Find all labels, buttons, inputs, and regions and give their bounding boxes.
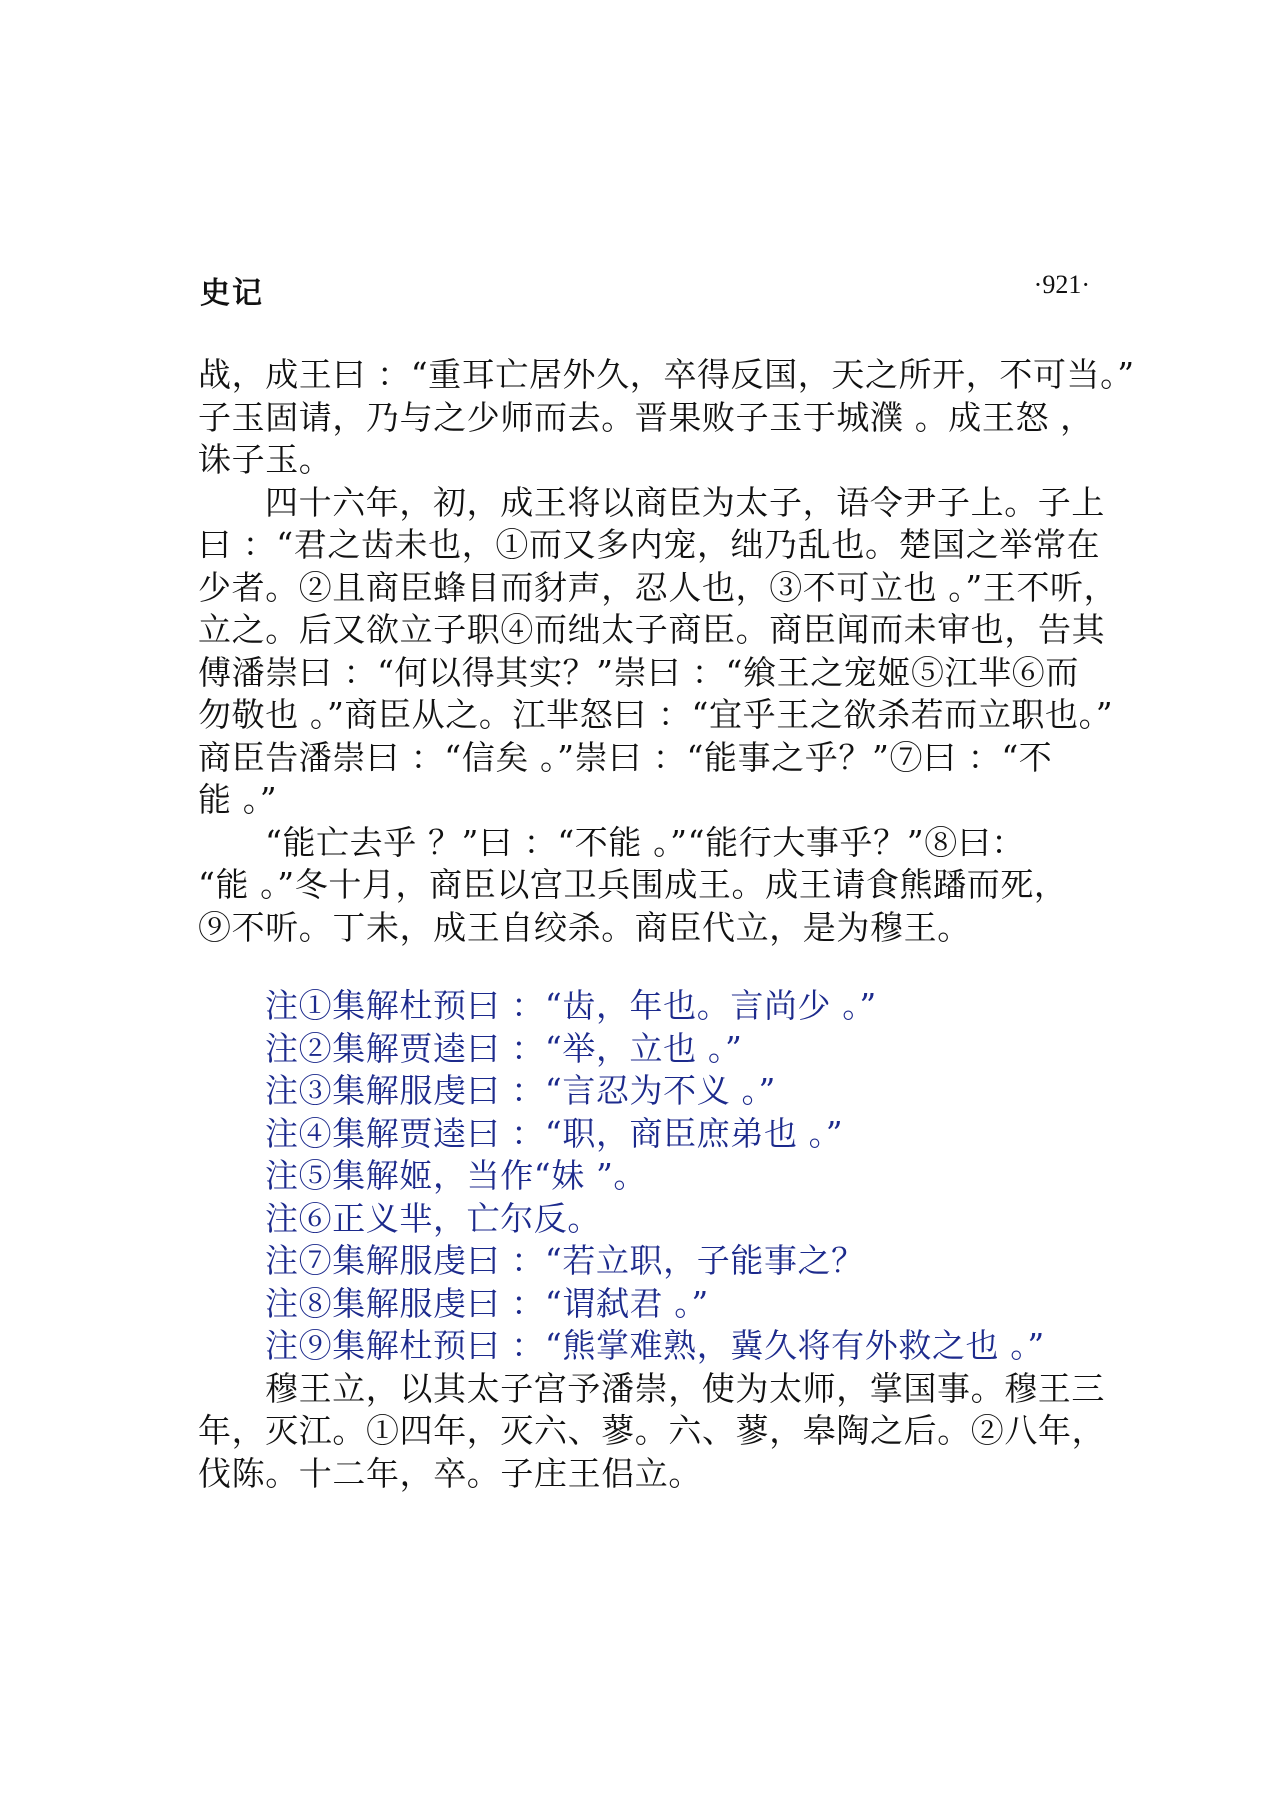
footnote: 注⑥正义芈，亡尔反。	[265, 1198, 601, 1238]
section-gap	[198, 949, 1118, 985]
footnote: 注⑦集解服虔曰 ：“若立职，子能事之？	[265, 1241, 865, 1280]
footnote: 注①集解杜预曰 ：“齿，年也。言尚少 。”	[265, 986, 877, 1025]
text-line: 战，成王曰 ：“重耳亡居外久，卒得反国，天之所开，不可当。”	[198, 355, 1135, 394]
page-number: ·921·	[1033, 270, 1090, 299]
text-line: 傅潘崇曰 ：“何以得其实？”崇曰 ：“飨王之宠姬⑤江芈⑥而	[198, 652, 1079, 692]
book-title: 史记	[200, 276, 264, 311]
text-line: 子玉固请，乃与之少师而去。晋果败子玉于城濮 。成王怒 ，	[198, 397, 1094, 437]
footnote: 注③集解服虔曰 ：“言忍为不义 。”	[265, 1071, 777, 1110]
text-line: 四十六年，初，成王将以商臣为太子，语令尹子上。子上	[265, 482, 1105, 522]
text-line: 伐陈。十二年，卒。子庄王侣立。	[198, 1453, 702, 1493]
text-line: 勿敬也 。”商臣从之。江芈怒曰 ：“宜乎王之欲杀若而立职也。”	[198, 695, 1114, 734]
footnote: 注⑧集解服虔曰 ：“谓弑君 。”	[265, 1283, 709, 1323]
text-line: “能亡去乎 ？”曰 ：“不能 。”“能行大事乎？”⑧曰：	[265, 822, 1025, 862]
text-line: ⑨不听。丁未，成王自绞杀。商臣代立，是为穆王。	[198, 907, 971, 947]
footnote: 注⑤集解姬，当作“妹 ”。	[265, 1156, 648, 1195]
text-line: 商臣告潘崇曰 ：“信矣 。”崇曰 ：“能事之乎？”⑦曰 ：“不	[198, 737, 1053, 777]
text-line: 穆王立，以其太子宫予潘崇，使为太师，掌国事。穆王三	[265, 1368, 1105, 1408]
text-line: 年，灭江。①四年，灭六、蓼。六、蓼，皋陶之后。②八年，	[198, 1411, 1106, 1450]
footnote: 注⑨集解杜预曰 ：“熊掌难熟，冀久将有外救之也 。”	[265, 1326, 1045, 1365]
text-line: 诛子玉。	[198, 440, 333, 479]
footnote: 注④集解贾逵曰 ：“职，商臣庶弟也 。”	[265, 1113, 844, 1153]
footnote: 注②集解贾逵曰 ：“举，立也 。”	[265, 1028, 743, 1068]
text-line: 立之。后又欲立子职④而绌太子商臣。商臣闻而未审也，告其	[198, 610, 1106, 649]
text-line: “能 。”冬十月，商臣以宫卫兵围成王。成王请食熊蹯而死，	[198, 865, 1068, 904]
page-header	[200, 268, 1090, 311]
text-line: 少者。②且商臣蜂目而豺声，忍人也，③不可立也 。”王不听，	[198, 567, 1118, 607]
text-line: 曰 ：“君之齿未也，①而又多内宠，绌乃乱也。楚国之举常在	[198, 525, 1101, 564]
page-body	[198, 354, 1135, 1495]
text-line: 能 。”	[198, 780, 278, 819]
